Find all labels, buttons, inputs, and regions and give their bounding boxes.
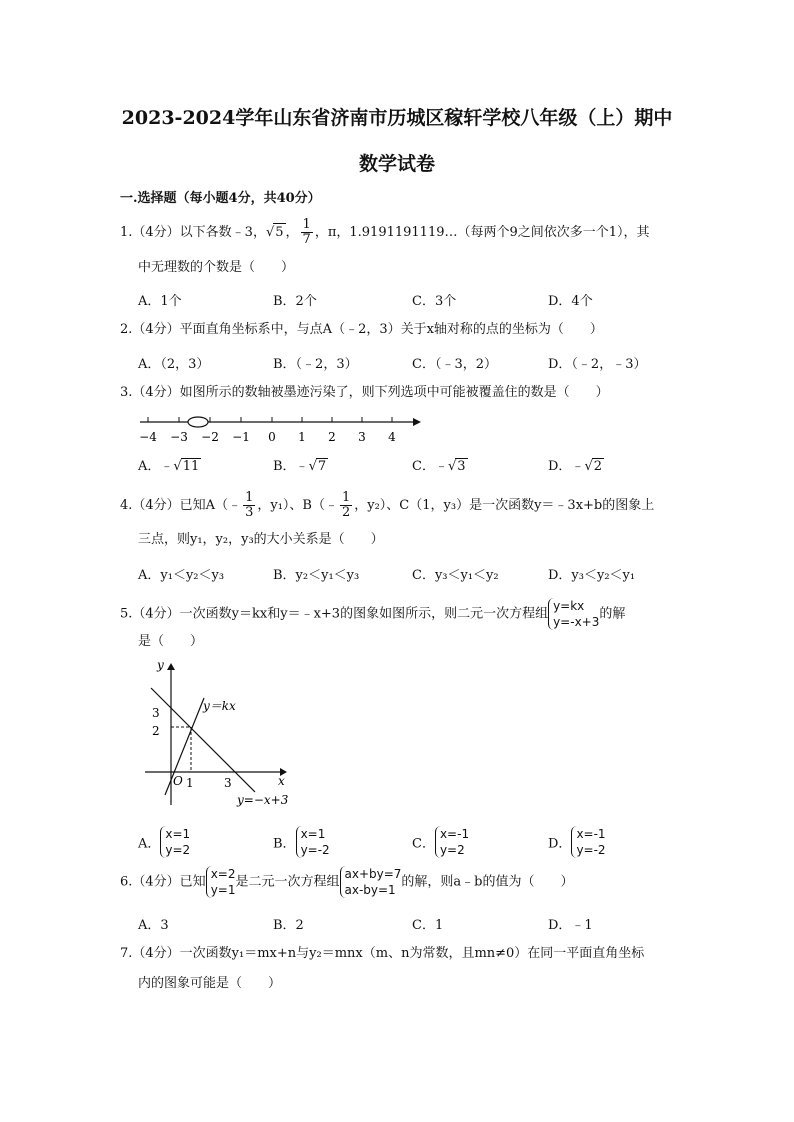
q2-option-d: D．（﹣2，﹣3） — [548, 357, 647, 372]
q5-line2: 是（ ） — [138, 634, 204, 649]
opt-letter: A． — [138, 836, 161, 852]
sqrt-sign: √ — [584, 459, 593, 474]
frac-numerator: 1 — [341, 490, 351, 505]
q5-option-c — [412, 826, 469, 858]
line2-label: y=−x+3 — [237, 793, 289, 807]
q4-option-d: D．y₃＜y₂＜y₁ — [548, 568, 636, 583]
sqrt-sign: √ — [447, 459, 457, 474]
opt-radicand: 11 — [182, 459, 200, 474]
q6-option-d: D．﹣1 — [548, 918, 593, 933]
system-eq2: y=-2 — [576, 843, 606, 857]
q1-option-a: A．1个 — [138, 294, 182, 309]
q1-option-d: D．4个 — [548, 294, 593, 309]
axis-label: 0 — [268, 430, 276, 444]
q5-text: 5.（4分）一次函数y＝kx和y＝﹣x+3的图象如图所示，则二元一次方程组 — [120, 606, 549, 622]
sqrt-sign: √ — [173, 459, 182, 474]
q4-fraction-1 — [243, 491, 255, 520]
opt-letter: C． — [412, 836, 435, 852]
q6-option-c: C．1 — [412, 918, 444, 933]
q1-comma: ， — [285, 225, 299, 240]
axis-label: −2 — [201, 430, 219, 444]
system-eq1: x=1 — [300, 827, 326, 841]
system-eq1: y=kx — [553, 599, 585, 613]
q5-option-a — [138, 826, 190, 858]
opt-radicand: 2 — [593, 459, 603, 474]
q3-option-c — [412, 455, 468, 474]
q5-option-d — [548, 826, 606, 858]
q6-option-b: B．2 — [273, 918, 304, 933]
q6-part2: 是二元一次方程组 — [235, 874, 340, 890]
sqrt-sign: √ — [308, 459, 317, 474]
q6-part1: 6.（4分）已知 — [120, 874, 206, 890]
question-1 — [120, 218, 650, 247]
axis-label: 2 — [328, 430, 336, 444]
axis-label: −3 — [170, 430, 188, 444]
q1-option-b: B．2个 — [273, 294, 317, 309]
q6-equation-system — [340, 866, 402, 898]
page-subtitle: 数学试卷 — [358, 153, 435, 175]
question-4 — [120, 491, 654, 520]
opt-system — [435, 826, 469, 858]
frac-denominator: 2 — [341, 505, 351, 520]
section-heading: 一.选择题（每小题4分，共40分） — [120, 191, 321, 206]
opt-letter: D． — [548, 836, 572, 852]
q1-line2: 中无理数的个数是（ ） — [138, 260, 295, 275]
tick-x1: 1 — [186, 776, 194, 790]
question-3: 3.（4分）如图所示的数轴被墨迹污染了，则下列选项中可能被覆盖住的数是（ ） — [120, 385, 609, 400]
page-title: 2023-2024学年山东省济南市历城区稼轩学校八年级（上）期中 — [121, 107, 673, 129]
q6-part3: 的解，则a﹣b的值为（ ） — [401, 874, 574, 890]
q4-option-b: B．y₂＜y₁＜y₃ — [273, 568, 360, 583]
q1-sqrt5: 5 — [275, 225, 284, 240]
q4-fraction-2 — [340, 491, 352, 520]
system-eq2: y=1 — [210, 883, 236, 897]
opt-radicand: 3 — [457, 459, 466, 474]
y-axis-label: y — [157, 658, 164, 672]
axis-label: −4 — [139, 430, 157, 444]
frac-denominator: 7 — [302, 232, 311, 247]
frac-numerator: 1 — [245, 490, 254, 505]
axis-label: 3 — [358, 430, 366, 444]
q7-line2: 内的图象可能是（ ） — [138, 976, 282, 991]
axis-label: 4 — [388, 430, 396, 444]
q4-part3: ，y₂）、C（1，y₃）是一次函数y＝﹣3x+b的图象上 — [354, 498, 655, 513]
system-eq1: x=-1 — [576, 827, 606, 841]
system-eq2: y=-2 — [300, 843, 330, 857]
opt-letter: B． — [273, 836, 296, 852]
q2-option-a: A．（2，3） — [138, 357, 210, 372]
q4-option-c: C．y₃＜y₁＜y₂ — [412, 568, 499, 583]
q1-fraction — [301, 218, 313, 247]
number-line-figure — [135, 408, 425, 448]
opt-prefix: C．﹣ — [412, 459, 448, 474]
q3-option-d — [548, 455, 604, 474]
axis-label: −1 — [232, 430, 250, 444]
opt-prefix: D．﹣ — [548, 459, 585, 474]
system-eq2: y=-x+3 — [553, 615, 600, 629]
frac-numerator: 1 — [302, 217, 311, 232]
question-2: 2.（4分）平面直角坐标系中，与点A（﹣2，3）关于x轴对称的点的坐标为（ ） — [120, 322, 603, 337]
question-6 — [120, 866, 574, 898]
q1-option-c: C．3个 — [412, 294, 457, 309]
q4-option-a: A．y₁＜y₂＜y₃ — [138, 568, 225, 583]
opt-radicand: 7 — [317, 459, 327, 474]
system-eq2: y=2 — [165, 843, 191, 857]
frac-denominator: 3 — [245, 505, 254, 520]
q5-option-b — [273, 826, 330, 858]
system-eq1: x=2 — [210, 867, 236, 881]
system-eq2: ax-by=1 — [344, 883, 396, 897]
system-eq1: x=-1 — [439, 827, 470, 841]
q6-option-a: A．3 — [138, 918, 169, 933]
question-7: 7.（4分）一次函数y₁＝mx+n与y₂＝mnx（m、n为常数，且mn≠0）在同一平面直角坐标 — [120, 946, 645, 961]
question-5 — [120, 598, 625, 630]
opt-system — [571, 826, 605, 858]
tick-x3: 3 — [224, 776, 232, 790]
q2-option-c: C．（﹣3，2） — [412, 357, 497, 372]
line1-label: y＝kx — [203, 699, 236, 713]
tick-y3: 3 — [152, 706, 160, 720]
tick-y2: 2 — [152, 724, 160, 738]
ink-blot — [188, 417, 208, 427]
x-axis-label: x — [278, 774, 285, 788]
q2-option-b: B．（﹣2，3） — [273, 357, 358, 372]
q3-option-a — [138, 455, 201, 474]
opt-prefix: A．﹣ — [138, 459, 174, 474]
q1-prefix: 1.（4分）以下各数﹣3， — [120, 225, 266, 240]
opt-system — [160, 826, 190, 858]
opt-prefix: B．﹣ — [273, 459, 309, 474]
q3-option-b — [273, 455, 328, 474]
q5-tail: 的解 — [599, 606, 626, 622]
axis-label: 1 — [298, 430, 306, 444]
q6-solution-system — [206, 866, 236, 898]
arrow-right-icon — [413, 418, 421, 426]
system-eq2: y=2 — [439, 843, 465, 857]
q5-equation-system — [548, 598, 599, 630]
arrow-up-icon — [167, 663, 175, 670]
q4-part2: ，y₁）、B（﹣ — [257, 498, 338, 513]
q4-part1: 4.（4分）已知A（﹣ — [120, 498, 242, 513]
q5-graph-figure — [135, 655, 305, 810]
q4-line2: 三点，则y₁，y₂，y₃的大小关系是（ ） — [138, 532, 384, 547]
opt-system — [296, 826, 330, 858]
origin-label: O — [173, 774, 183, 788]
system-eq1: x=1 — [165, 827, 191, 841]
sqrt-sign: √ — [265, 225, 275, 240]
q1-rest: ，π，1.9191191119…（每两个9之间依次多一个1），其 — [314, 225, 650, 240]
system-eq1: ax+by=7 — [344, 867, 402, 881]
